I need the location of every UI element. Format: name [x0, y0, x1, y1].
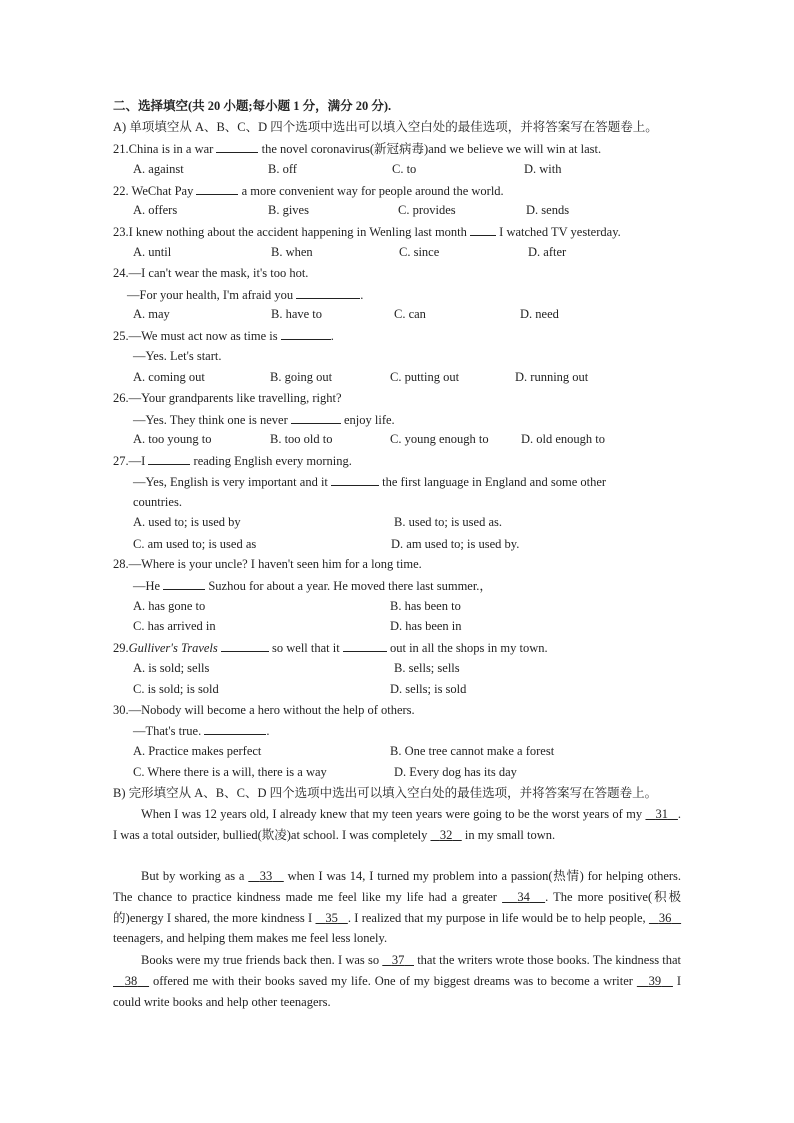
q29-option-d: D. sells; is sold — [390, 682, 467, 696]
q26-option-c: C. young enough to — [390, 432, 489, 446]
q30-line2: —That's true. . — [133, 724, 270, 738]
q27-line2: —Yes, English is very important and it the first language in England and some other — [133, 475, 607, 489]
cloze-blank-38: 38 — [124, 973, 138, 988]
q23-option-a: A. until — [133, 245, 172, 259]
q29-blank-1 — [221, 639, 269, 652]
q27-blank-2 — [331, 473, 379, 486]
q23-option-d: D. after — [528, 245, 567, 259]
cloze-blank-31: 31 — [655, 807, 668, 821]
q24-blank — [296, 286, 360, 299]
q27-option-c: C. am used to; is used as — [133, 537, 257, 551]
q30-option-c: C. Where there is a will, there is a way — [133, 765, 327, 779]
q21-option-c: C. to — [392, 162, 417, 176]
q25-option-d: D. running out — [515, 370, 589, 384]
section-title: 二、选择填空(共 20 小题;每小题 1 分，满分 20 分). — [113, 99, 392, 113]
cloze-blank-34: 34 — [517, 889, 530, 904]
q24-option-d: D. need — [520, 307, 559, 321]
q25-blank — [281, 327, 331, 340]
q22-option-a: A. offers — [133, 203, 178, 217]
q22-option-d: D. sends — [526, 203, 570, 217]
q25-line1: 25.—We must act now as time is . — [113, 329, 334, 343]
q21-blank — [216, 140, 258, 153]
q29-option-a: A. is sold; sells — [133, 661, 210, 675]
q22-option-c: C. provides — [398, 203, 456, 217]
q21-option-b: B. off — [268, 162, 297, 176]
q29-option-c: C. is sold; is sold — [133, 682, 219, 696]
q30-option-a: A. Practice makes perfect — [133, 744, 262, 758]
q24-option-b: B. have to — [271, 307, 323, 321]
q30-option-b: B. One tree cannot make a forest — [390, 744, 555, 758]
q24-line1: 24.—I can't wear the mask, it's too hot. — [113, 266, 309, 280]
q27-blank-1 — [148, 452, 190, 465]
q24-option-c: C. can — [394, 307, 426, 321]
q24-option-a: A. may — [133, 307, 170, 321]
q28-blank — [163, 577, 205, 590]
cloze-blank-39: 39 — [648, 973, 662, 988]
q22-stem: 22. WeChat Pay a more convenient way for people around the world. — [113, 184, 504, 198]
part-a-instructions: A) 单项填空从 A、B、C、D 四个选项中选出可以填入空白处的最佳选项，并将答案写在答题卷上。 — [113, 120, 658, 134]
cloze-blank-35: 35 — [325, 910, 338, 925]
q21-option-a: A. against — [133, 162, 184, 176]
q28-option-d: D. has been in — [390, 619, 462, 633]
q26-option-d: D. old enough to — [521, 432, 606, 446]
q28-line2: —He Suzhou for about a year. He moved there last summer.， — [133, 579, 492, 593]
q26-option-b: B. too old to — [270, 432, 333, 446]
q27-line1: 27.—I reading English every morning. — [113, 454, 352, 468]
cloze-paragraph-2: But by working as a 33 when I was 14, I turned my problem into a passion(热情) for helping others. The chance to practice kindness made me feel like my life had a greater 34 . The more positive(积极的)energy I shared, the more kindness I 35 . I realized that my purpose in life would be to help people, 36 teenagers, and helping them makes me feel less lonely. — [113, 869, 682, 946]
cloze-blank-36: 36 — [658, 910, 672, 925]
cloze-paragraph-1: When I was 12 years old, I already knew that my teen years were going to be the worst years of my 31 . I was a total outsider, bullied(欺凌)at school. I was completely 32 in my small town. — [113, 807, 682, 842]
q26-option-a: A. too young to — [133, 432, 212, 446]
q26-line1: 26.—Your grandparents like travelling, right? — [113, 391, 342, 405]
q21-option-d: D. with — [524, 162, 562, 176]
q27-option-a: A. used to; is used by — [133, 515, 241, 529]
cloze-blank-32: 32 — [439, 827, 453, 842]
q30-option-d: D. Every dog has its day — [394, 765, 517, 779]
q23-option-b: B. when — [271, 245, 313, 259]
cloze-blank-37: 37 — [391, 953, 405, 967]
q29-stem: 29.Gulliver's Travels so well that it out in all the shops in my town. — [113, 641, 548, 655]
q28-option-b: B. has been to — [390, 599, 461, 613]
q21-stem: 21.China is in a war the novel coronavirus(新冠病毒)and we believe we will win at last. — [113, 142, 602, 156]
q28-line1: 28.—Where is your uncle? I haven't seen him for a long time. — [113, 557, 422, 571]
q28-option-c: C. has arrived in — [133, 619, 216, 633]
cloze-paragraph-3: Books were my true friends back then. I was so 37 that the writers wrote those books. The kindness that 38 offered me with their books saved my life. One of my biggest dreams was to become a writer 39 I could write books and help other teenagers. — [113, 953, 682, 1009]
q25-option-a: A. coming out — [133, 370, 205, 384]
q30-blank — [204, 722, 266, 735]
book-title: Gulliver's Travels — [128, 641, 218, 655]
q22-blank — [196, 182, 238, 195]
q27-option-b: B. used to; is used as. — [394, 515, 502, 529]
q23-blank — [470, 223, 496, 236]
q25-option-b: B. going out — [270, 370, 333, 384]
q25-option-c: C. putting out — [390, 370, 460, 384]
q27-option-d: D. am used to; is used by. — [391, 537, 520, 551]
q28-option-a: A. has gone to — [133, 599, 206, 613]
cloze-blank-33: 33 — [259, 869, 273, 883]
q25-line2: —Yes. Let's start. — [133, 349, 222, 363]
q29-option-b: B. sells; sells — [394, 661, 460, 675]
q29-blank-2 — [343, 639, 387, 652]
q24-line2: —For your health, I'm afraid you . — [127, 288, 364, 302]
q23-stem: 23.I knew nothing about the accident happening in Wenling last month I watched TV yesterday. — [113, 225, 621, 239]
q26-line2: —Yes. They think one is never enjoy life. — [133, 413, 395, 427]
part-b-instructions: B) 完形填空从 A、B、C、D 四个选项中选出可以填入空白处的最佳选项，并将答案写在答题卷上。 — [113, 786, 658, 800]
q22-option-b: B. gives — [268, 203, 309, 217]
q27-line3: countries. — [133, 495, 182, 509]
q26-blank — [291, 411, 341, 424]
q23-option-c: C. since — [399, 245, 440, 259]
q30-line1: 30.—Nobody will become a hero without the help of others. — [113, 703, 415, 717]
